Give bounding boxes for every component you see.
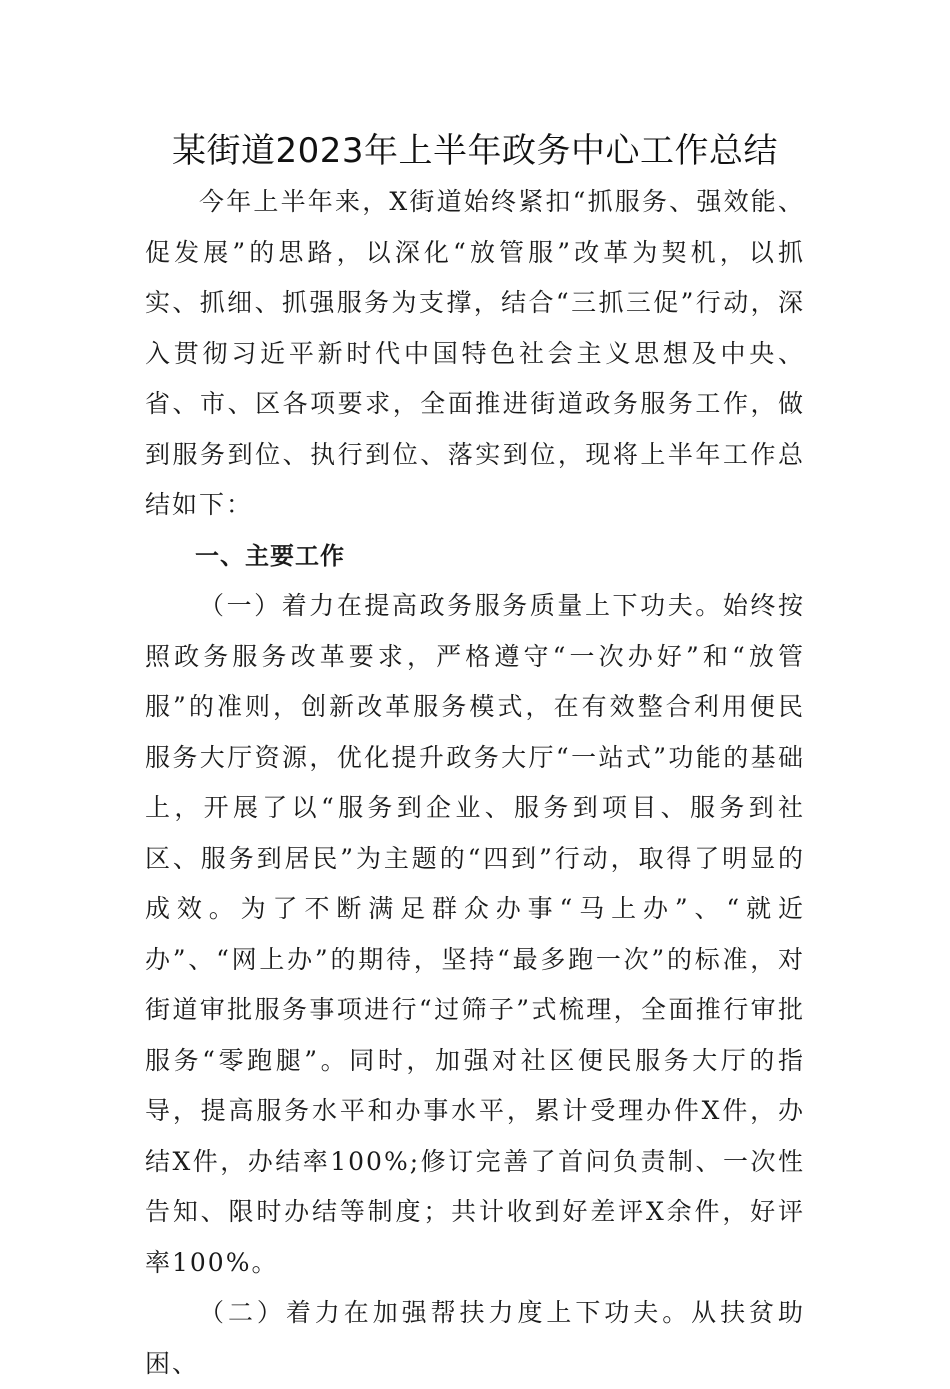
intro-paragraph: 今年上半年来，X街道始终紧扣“抓服务、强效能、促发展”的思路，以深化“放管服”改革为契机，以抓实、抓细、抓强服务为支撑，结合“三抓三促”行动，深入贯彻习近平新时代中国特色社会主义思想及中央、省、市、区各项要求，全面推进街道政务服务工作，做到服务到位、执行到位、落实到位，现将上半年工作总结如下： — [145, 187, 805, 519]
document-title: 某街道2023年上半年政务中心工作总结 — [171, 131, 779, 171]
paragraph-item-2: （二）着力在加强帮扶力度上下功夫。从扶贫助困、 — [145, 1298, 805, 1378]
paragraph-item-1: （一）着力在提高政务服务质量上下功夫。始终按照政务服务改革要求，严格遵守“一次办好”和“放管服”的准则，创新改革服务模式，在有效整合利用便民服务大厅资源，优化提升政务大厅“一站式”功能的基础上，开展了以“服务到企业、服务到项目、服务到社区、服务到居民”为主题的“四到”行动，取得了明显的成效。为了不断满足群众办事“马上办”、“就近办”、“网上办”的期待，坚持“最多跑一次”的标准，对街道审批服务事项进行“过筛子”式梳理，全面推行审批服务“零跑腿”。同时，加强对社区便民服务大厅的指导，提高服务水平和办事水平，累计受理办件X件，办结X件，办结率100%;修订完善了首问负责制、一次性告知、限时办结等制度；共计收到好差评X余件，好评率100%。 — [145, 591, 805, 1277]
section-heading-main-work: 一、主要工作 — [195, 541, 345, 570]
document-body — [145, 177, 805, 1389]
